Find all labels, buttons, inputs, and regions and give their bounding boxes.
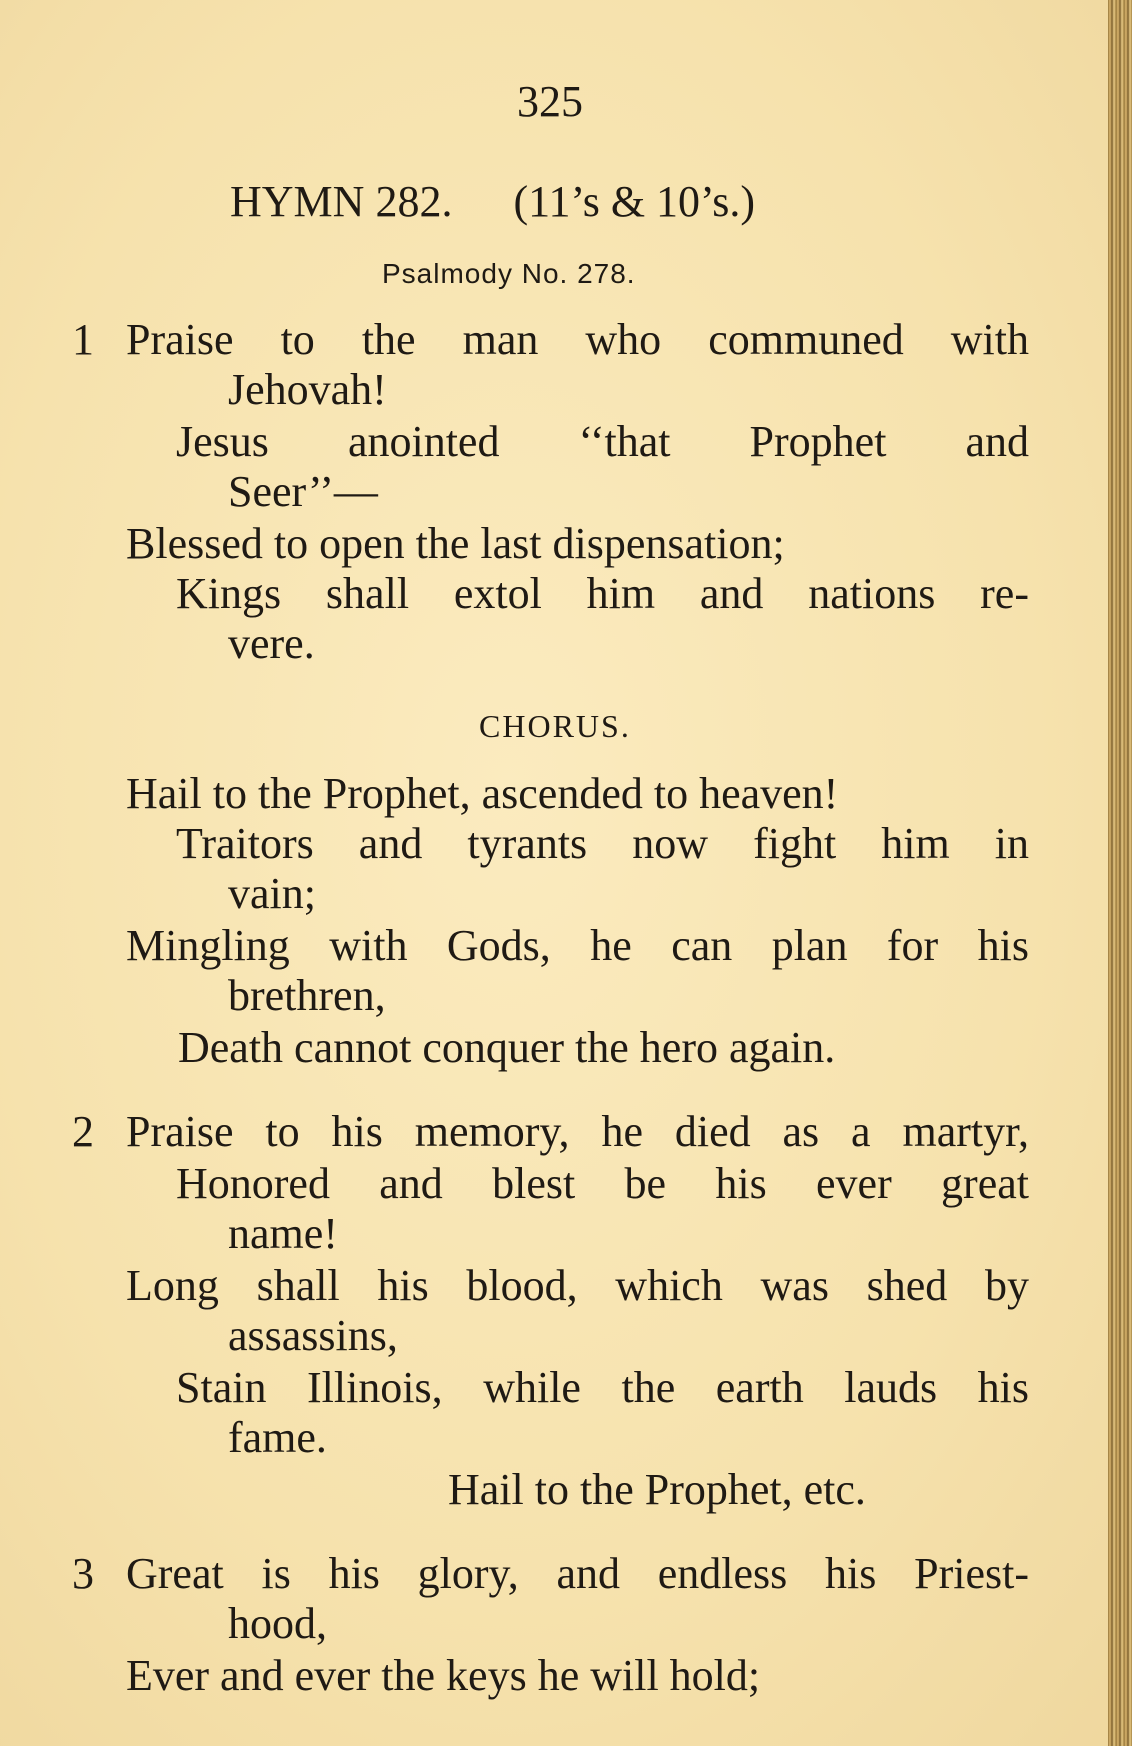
hymn-meter: (11’s & 10’s.) (513, 177, 756, 226)
psalmody-reference: Psalmody No. 278. (382, 258, 636, 289)
verse-number: 2 (72, 1107, 94, 1156)
verse-line: Praise to the man who communed with (126, 315, 1029, 364)
chorus-line: Mingling with Gods, he can plan for his (126, 921, 1029, 970)
verse-line: vere. (228, 619, 315, 668)
verse-line: Kings shall extol him and nations re- (176, 569, 1029, 618)
verse-line: hood, (228, 1599, 327, 1648)
book-spine-edge (1108, 0, 1132, 1746)
chorus-line: Death cannot conquer the hero again. (178, 1023, 836, 1072)
verse-line: Great is his glory, and endless his Priest- (126, 1549, 1029, 1598)
verse-line: Jesus anointed ‘‘that Prophet and (176, 417, 1029, 466)
page-number: 325 (517, 77, 583, 126)
chorus-label: CHORUS. (479, 708, 631, 744)
verse-line: name! (228, 1209, 338, 1258)
verse-line: Praise to his memory, he died as a martyr, (126, 1107, 1029, 1156)
chorus-reference: Hail to the Prophet, etc. (448, 1465, 866, 1514)
verse-number: 1 (72, 315, 94, 364)
chorus-line: Hail to the Prophet, ascended to heaven! (126, 769, 839, 818)
verse-line: fame. (228, 1413, 327, 1462)
hymn-heading (230, 178, 755, 226)
verse-line: Stain Illinois, while the earth lauds his (176, 1363, 1029, 1412)
hymn-title: HYMN 282. (230, 177, 453, 226)
verse-number: 3 (72, 1549, 94, 1598)
verse-line: Jehovah! (228, 365, 387, 414)
chorus-line: vain; (228, 869, 316, 918)
verse-line: Ever and ever the keys he will hold; (126, 1651, 761, 1700)
verse-line: Blessed to open the last dispensation; (126, 519, 785, 568)
chorus-line: brethren, (228, 971, 386, 1020)
verse-line: Honored and blest be his ever great (176, 1159, 1029, 1208)
verse-line: Long shall his blood, which was shed by (126, 1261, 1029, 1310)
verse-line: Seer’’— (228, 467, 378, 516)
chorus-line: Traitors and tyrants now fight him in (176, 819, 1029, 868)
verse-line: assassins, (228, 1311, 398, 1360)
